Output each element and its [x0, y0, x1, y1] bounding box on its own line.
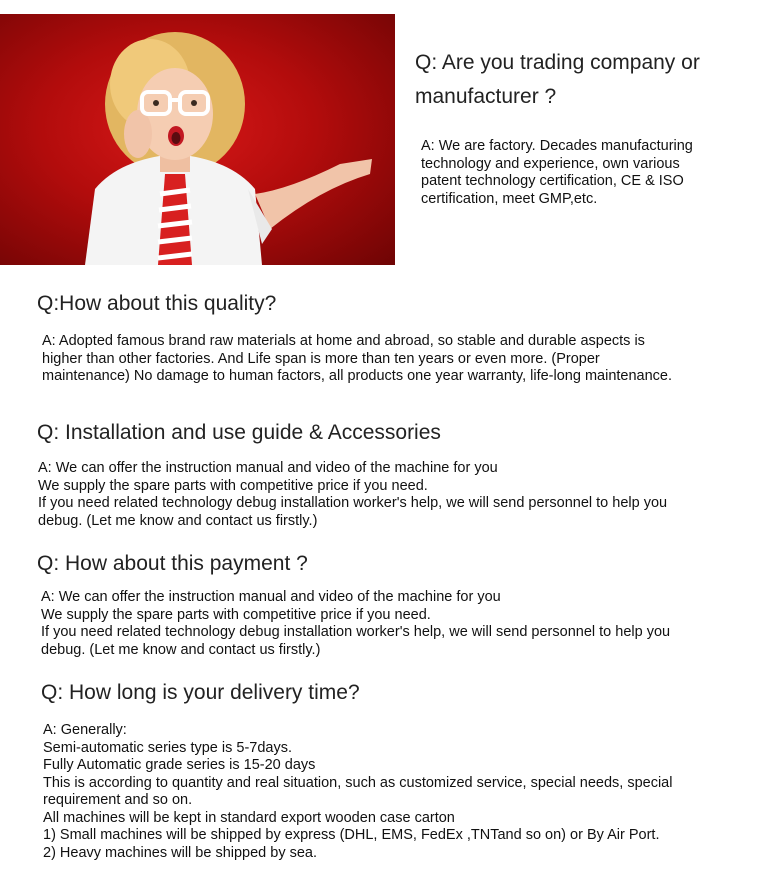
faq-question-3: Q: Installation and use guide & Accessories	[37, 421, 441, 444]
faq-question-4: Q: How about this payment ?	[37, 552, 308, 575]
faq-answer-4-line: A: We can offer the instruction manual and video of the machine for you	[41, 589, 501, 605]
faq-answer-5-line: Fully Automatic grade series is 15-20 days	[43, 757, 316, 773]
faq-answer-3-line: If you need related technology debug installation worker's help, we will send personnel to help you debug. (Let me know and contact us firstly.)	[38, 495, 668, 529]
faq-answer-1	[421, 138, 721, 208]
faq-answer-3-line: A: We can offer the instruction manual and video of the machine for you	[38, 460, 498, 476]
faq-answer-5	[43, 722, 693, 862]
faq-answer-5-line: Semi-automatic series type is 5-7days.	[43, 739, 293, 756]
faq-question-1: Q: Are you trading company or manufacturer ?	[415, 51, 700, 108]
faq-answer-5-line: 2) Heavy machines will be shipped by sea.	[43, 844, 318, 861]
faq-question-5: Q: How long is your delivery time?	[41, 681, 360, 704]
faq-answer-4	[41, 589, 691, 659]
faq-answer-3	[38, 460, 688, 530]
faq-answer-5-line: A: Generally:	[43, 722, 127, 738]
faq-answer-5-line: 1) Small machines will be shipped by express (DHL, EMS, FedEx ,TNTand so on) or By Air Port.	[43, 827, 660, 843]
faq-question-2: Q:How about this quality?	[37, 292, 277, 315]
faq-answer-2-line: A: Adopted famous brand raw materials at home and abroad, so stable and durable aspects is higher than other factories. And Life span is more than ten years or even more. (Proper maintenance) No damage to human factors, all products one year warranty, life-long maintenance.	[42, 333, 673, 384]
woman-surprised-photo-icon	[0, 14, 395, 265]
hero-photo	[0, 14, 395, 265]
faq-answer-4-line: We supply the spare parts with competitive price if you need.	[41, 606, 431, 623]
faq-answer-2	[42, 333, 682, 386]
faq-answer-5-line: All machines will be kept in standard export wooden case carton	[43, 809, 455, 826]
faq-answer-1-line: A: We are factory. Decades manufacturing technology and experience, own various patent technology certification, CE & ISO certification, meet GMP,etc.	[421, 138, 693, 207]
faq-answer-3-line: We supply the spare parts with competitive price if you need.	[38, 477, 428, 494]
faq-answer-5-line: This is according to quantity and real situation, such as customized service, special needs, special requirement and so on.	[43, 774, 673, 808]
faq-answer-4-line: If you need related technology debug installation worker's help, we will send personnel to help you debug. (Let me know and contact us firstly.)	[41, 624, 671, 658]
